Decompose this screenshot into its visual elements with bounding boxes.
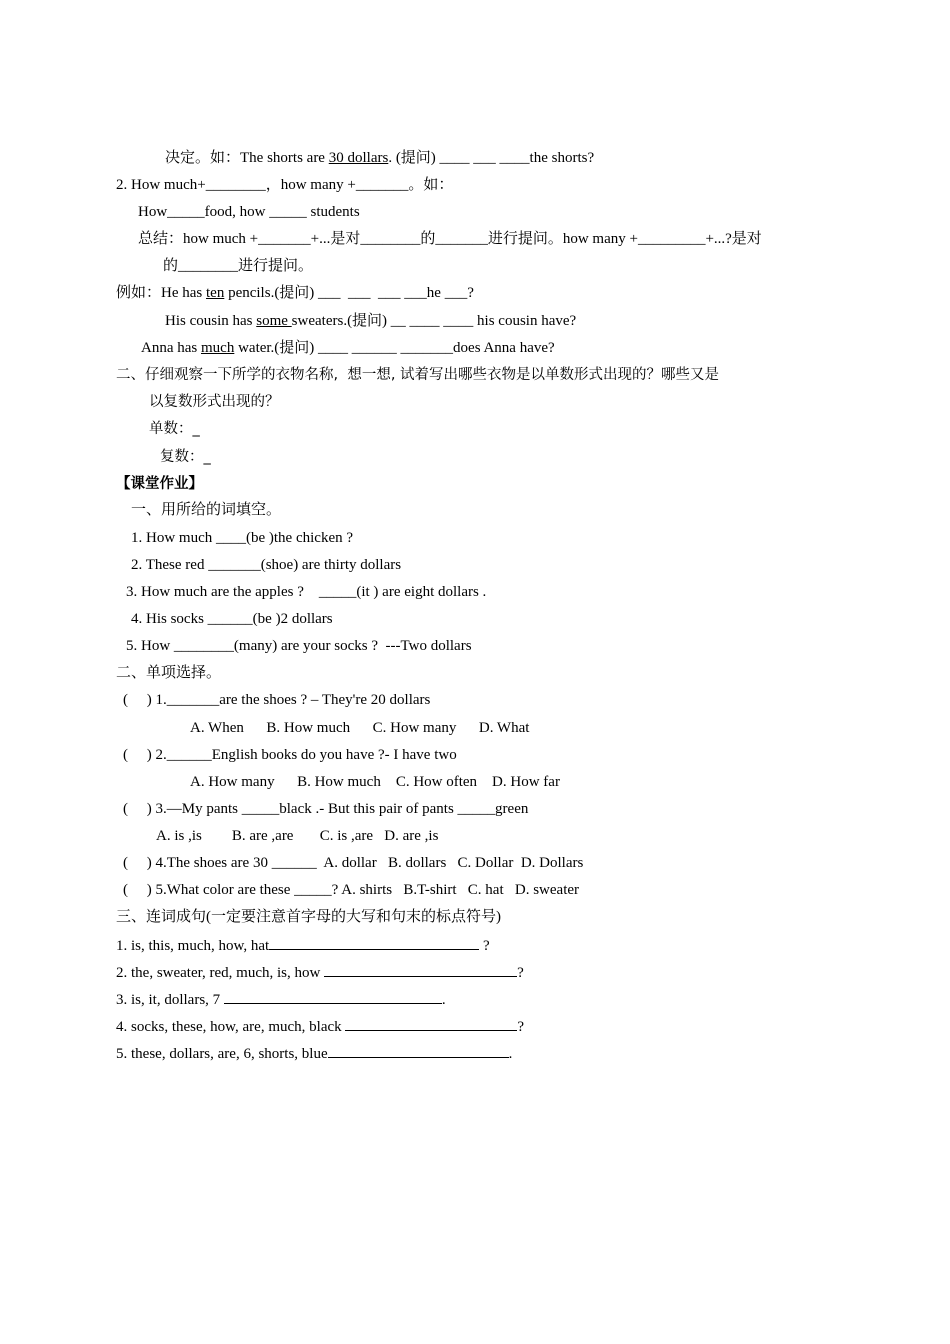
line-text: water.(提问) ____ ______ _______does Anna have?	[234, 340, 555, 356]
line-text: His cousin has	[165, 313, 257, 329]
answer-blank[interactable]	[269, 935, 479, 950]
text-line	[165, 148, 594, 168]
question: 4. His socks ______(be )2 dollars	[131, 611, 333, 627]
question: ( ) 1._______are the shoes ? – They're 20 dollars	[123, 692, 431, 708]
answer-blank[interactable]	[328, 1043, 509, 1058]
answer-blank[interactable]	[224, 989, 442, 1004]
line-text: ?	[479, 938, 490, 954]
line-text: 5. these, dollars, are, 6, shorts, blue	[116, 1046, 328, 1062]
text-line	[141, 338, 555, 358]
options: A. When B. How much C. How many D. What	[190, 720, 530, 736]
question: ( ) 3.—My pants _____black .- But this pair of pants _____green	[123, 801, 529, 817]
question	[116, 962, 524, 983]
question	[116, 1043, 512, 1064]
options: A. is ,is B. are ,are C. is ,are D. are ,is	[156, 828, 439, 844]
question: ( ) 4.The shoes are 30 ______ A. dollar B. dollars C. Dollar D. Dollars	[123, 855, 584, 871]
section-heading: 【课堂作业】	[116, 476, 203, 492]
question	[116, 989, 446, 1010]
options: A. How many B. How much C. How often D. How far	[190, 774, 560, 790]
line-text: .	[441, 992, 446, 1008]
text-line: 单数：_	[149, 421, 200, 437]
line-text: ?	[517, 1019, 525, 1035]
line-text: Anna has	[141, 340, 201, 356]
text-line	[116, 283, 474, 303]
text-line: How_____food, how _____ students	[138, 204, 360, 220]
answer-blank[interactable]	[324, 962, 517, 977]
line-text: 决定。如：The shorts are	[165, 150, 329, 166]
line-text: 3. is, it, dollars, 7	[116, 992, 224, 1008]
underlined-text: some	[256, 313, 292, 329]
text-line: 复数：_	[160, 449, 211, 465]
text-line: 的________进行提问。	[163, 258, 314, 274]
text-line: 2. How much+________，how many +_______。如：	[116, 177, 454, 193]
section-heading: 三、连词成句(一定要注意首字母的大写和句末的标点符号)	[116, 909, 501, 925]
line-text: 4. socks, these, how, are, much, black	[116, 1019, 346, 1035]
line-text: 例如：He has	[116, 285, 206, 301]
line-text: 2. the, sweater, red, much, is, how	[116, 965, 325, 981]
question: 3. How much are the apples ? _____(it ) are eight dollars .	[126, 584, 487, 600]
question: 1. How much ____(be )the chicken ?	[131, 530, 354, 546]
answer-blank[interactable]	[345, 1016, 517, 1031]
question: ( ) 2.______English books do you have ?- I have two	[123, 747, 457, 763]
line-text: .	[508, 1046, 513, 1062]
section-heading: 一、用所给的词填空。	[131, 502, 282, 518]
section-heading: 二、仔细观察一下所学的衣物名称, 想一想, 试着写出哪些衣物是以单数形式出现的？哪些又是	[116, 367, 720, 383]
line-text: pencils.(提问) ___ ___ ___ ___he ___?	[224, 285, 474, 301]
line-text: sweaters.(提问) __ ____ ____ his cousin have?	[291, 313, 577, 329]
text-line: 以复数形式出现的？	[149, 394, 280, 410]
line-text: 1. is, this, much, how, hat	[116, 938, 270, 954]
question: 5. How ________(many) are your socks ? ---Two dollars	[126, 638, 472, 654]
question: ( ) 5.What color are these _____? A. shirts B.T-shirt C. hat D. sweater	[123, 882, 580, 898]
underlined-text: ten	[206, 285, 225, 301]
question	[116, 935, 490, 956]
section-heading: 二、单项选择。	[116, 665, 222, 681]
question: 2. These red _______(shoe) are thirty dollars	[131, 557, 402, 573]
underlined-text: much	[201, 340, 235, 356]
question	[116, 1016, 524, 1037]
underlined-text: 30 dollars	[328, 150, 389, 166]
line-text: . (提问) ____ ___ ____the shorts?	[388, 150, 595, 166]
line-text: ?	[517, 965, 524, 981]
text-line: 总结：how much +_______+...是对________的_______进行提问。how many +_________+...?是对	[138, 231, 762, 247]
text-line	[165, 311, 576, 331]
